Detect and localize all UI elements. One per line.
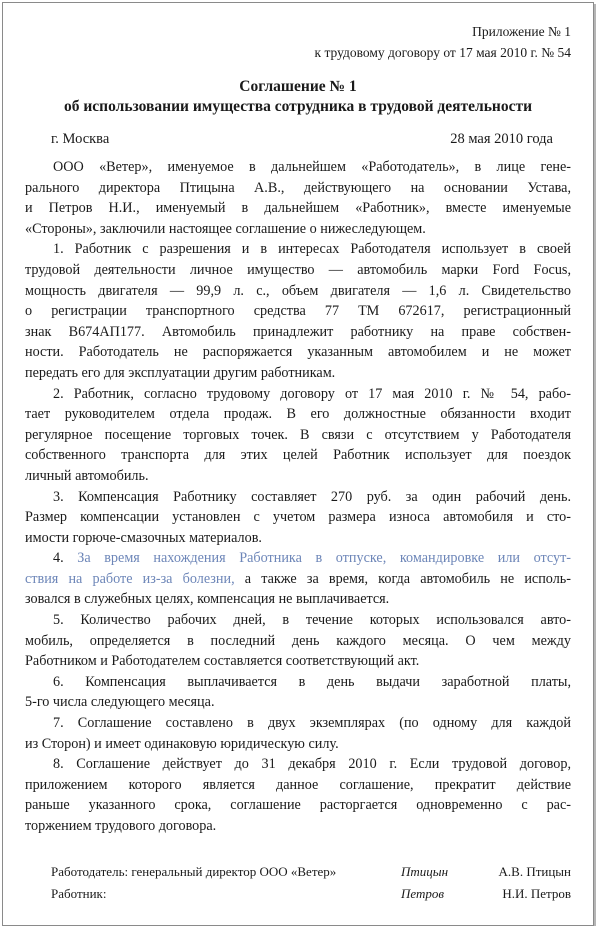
text-line: ности. Работодатель не распоряжается указанным автомобилем и не может (25, 344, 571, 361)
date-of-signing: 28 мая 2010 года (450, 131, 553, 147)
text-line: трудовой деятельности личное имущество — автомобиль марки Ford Focus, (25, 261, 571, 278)
employer-name: А.В. Птицын (498, 863, 571, 879)
text-line: 2. Работник, согласно трудовому договору от 17 мая 2010 г. № 54, рабо- (53, 385, 571, 402)
text-line: ООО «Ветер», именуемое в дальнейшем «Работодатель», в лице гене- (53, 159, 571, 175)
paragraph-4 (25, 548, 571, 610)
text-line: знак В674АП177. Автомобиль принадлежит работнику на праве собствен- (25, 323, 571, 340)
text-line: 5-го числа следующего месяца. (25, 694, 215, 711)
paragraph-intro (25, 157, 571, 239)
document-page (2, 2, 594, 926)
paragraph-1 (25, 239, 571, 383)
paragraph-5 (25, 610, 571, 672)
agreement-body (25, 157, 571, 837)
text-line: 3. Компенсация Работнику составляет 270 руб. за один рабочий день. (53, 488, 571, 505)
paragraph-8 (25, 754, 571, 836)
text-line: личный автомобиль. (25, 467, 149, 484)
text-line: собственного транспорта для этих целей Работник использует для поездок (25, 447, 571, 464)
text-line (25, 569, 571, 590)
document-subtitle: об использовании имущества сотрудника в трудовой деятельности (63, 98, 533, 115)
text-line: регулярное посещение торговых точек. В связи с отсутствием у Работодателя (25, 426, 571, 443)
employer-signature: Птицын (401, 863, 449, 879)
text-line: мощность двигателя — 99,9 л. с., объем двигателя — 1,6 л. Свидетельство (25, 282, 571, 299)
highlighted-text: За время нахождения Работника в отпуске, командировке или отсут- (77, 550, 571, 567)
paragraph-2 (25, 384, 571, 487)
employee-name: Н.И. Петров (502, 885, 571, 901)
text-line: раньше указанного срока, соглашение расторгается одновременно с рас- (25, 797, 571, 814)
employer-role: Работодатель: генеральный директор ООО «Ветер» (51, 863, 337, 879)
employee-signature-row (51, 883, 571, 905)
signature-block (25, 861, 571, 905)
text-line: передать его для эксплуатации другим работникам. (25, 364, 336, 381)
text-line: торжением трудового договора. (25, 818, 217, 834)
text-line: 7. Соглашение составлено в двух экземплярах (по одному для каждой (53, 715, 571, 732)
text-line: зовался в служебных целях, компенсация не выплачивается. (25, 591, 390, 608)
text-line: 8. Соглашение действует до 31 декабря 2010 г. Если трудовой договор, (53, 756, 571, 773)
text-line: Размер компенсации установлен с учетом размера износа автомобиля и сто- (25, 509, 571, 526)
highlighted-text: ствия на работе из-за болезни, (25, 570, 235, 587)
place-date-row (25, 129, 571, 149)
text-line: 6. Компенсация выплачивается в день выдачи заработной платы, (53, 673, 571, 690)
text-line: 1. Работник с разрешения и в интересах Работодателя использует в своей (53, 241, 571, 258)
document-title: Соглашение № 1 (239, 78, 357, 95)
item-number: 4. (53, 550, 78, 567)
paragraph-7 (25, 713, 571, 754)
text-line: 5. Количество рабочих дней, в течение которых использовался авто- (53, 612, 571, 629)
text-line: Работником и Работодателем составляется соответствующий акт. (25, 653, 420, 670)
employer-signature-row (51, 861, 571, 883)
text-line: и Петров Н.И., именуемый в дальнейшем «Работник», вместе именуемые (25, 200, 571, 217)
annex-label: Приложение № 1 (472, 24, 571, 39)
paragraph-3 (25, 487, 571, 549)
text-line: из Сторон) и имеет одинаковую юридическую силу. (25, 735, 339, 752)
text-line: «Стороны», заключили настоящее соглашение о нижеследующем. (25, 220, 426, 237)
place-of-signing: г. Москва (51, 131, 110, 147)
text-line: приложением которого является данное соглашение, прекратит действие (25, 776, 571, 793)
text-line: мобиль, определяется в последний день каждого месяца. О чем между (25, 632, 571, 649)
text-line: рального директора Птицына А.В., действующего на основании Устава, (25, 179, 571, 196)
text-line (25, 548, 571, 569)
paragraph-6 (25, 672, 571, 713)
text-line: имости горюче-смазочных материалов. (25, 529, 262, 546)
annex-contract-reference: к трудовому договору от 17 мая 2010 г. № 54 (314, 45, 571, 60)
title-block (25, 77, 571, 117)
text-line: о регистрации транспортного средства 77 ТМ 672617, регистрационный (25, 303, 571, 320)
text-fragment: а также за время, когда автомобиль не исполь- (234, 570, 571, 587)
employee-signature: Петров (401, 885, 445, 901)
employee-role: Работник: (51, 885, 107, 901)
text-line: тает руководителем отдела продаж. В его должностные обязанности входит (25, 406, 571, 423)
